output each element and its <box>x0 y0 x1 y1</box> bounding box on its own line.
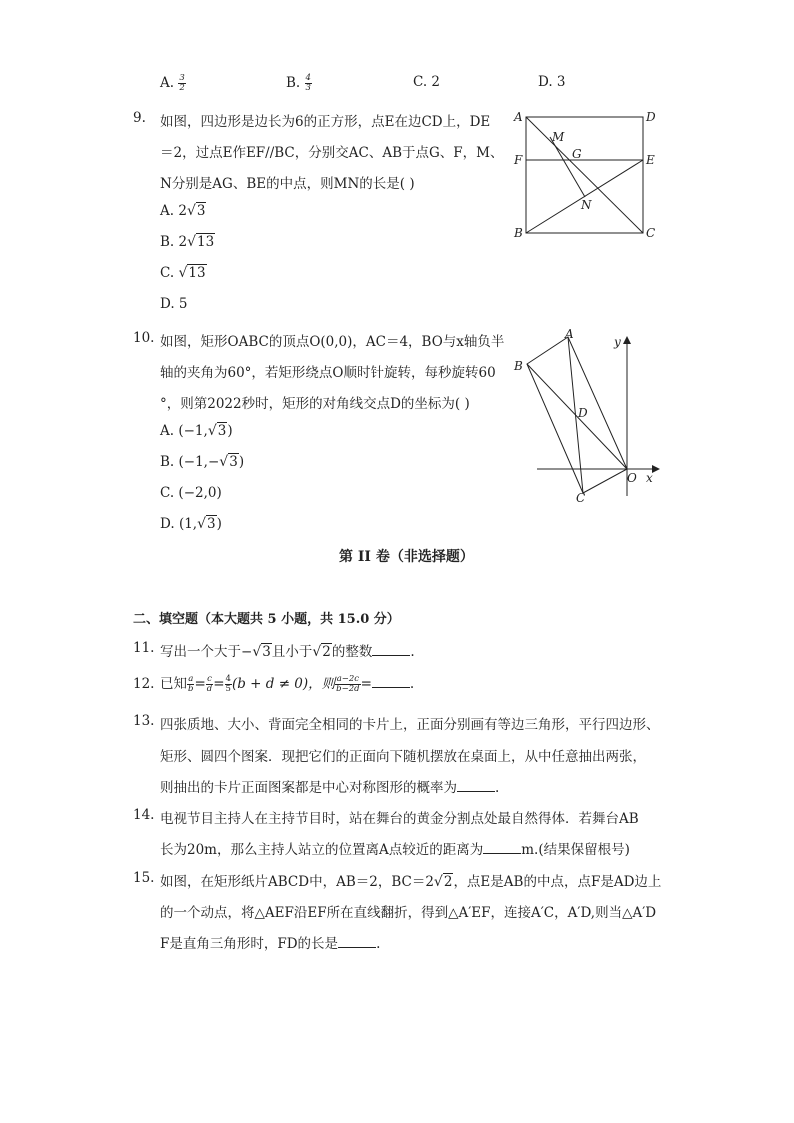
q8-option-b: B. $\frac{4}{3}$ <box>286 73 311 93</box>
q8-a-fraction: $\frac{3}{2}$ <box>179 73 185 93</box>
section-title: 第 II 卷（非选择题） <box>339 549 474 565</box>
q14-line1: 电视节目主持人在主持节目时，站在舞台的黄金分割点处最自然得体．若舞台AB <box>160 811 639 827</box>
q13-line2: 矩形、圆四个图案．现把它们的正面向下随机摆放在桌面上，从中任意抽出两张， <box>160 749 646 765</box>
q9-square-figure <box>510 105 660 240</box>
q11-text: 写出一个大于−√3且小于√2的整数 . <box>160 644 415 660</box>
q9-label-b: B <box>514 226 523 240</box>
q13-line1: 四张质地、大小、背面完全相同的卡片上，正面分别画有等边三角形，平行四边形、 <box>160 717 660 733</box>
q10-diagonal-bo <box>527 364 627 469</box>
q12-answer-blank[interactable] <box>372 675 410 688</box>
q12-number: 12. <box>133 676 155 692</box>
q10-label-b: B <box>514 359 523 373</box>
q10-label-d: D <box>578 406 588 420</box>
q10-line2: 轴的夹角为60°，若矩形绕点O顺时针旋转，每秒旋转60 <box>160 365 496 381</box>
q9-diagonal-ac <box>526 117 643 233</box>
q15-number: 15. <box>133 870 155 886</box>
q9-line3: N分别是AG、BE的中点，则MN的长是( ) <box>160 176 415 192</box>
q9-option-b: B. 2√13 <box>160 234 215 250</box>
q9-label-c: C <box>646 226 656 240</box>
q9-option-d: D. 5 <box>160 296 188 312</box>
q10-label-y: y <box>614 335 621 349</box>
q15-line2: 的一个动点，将△AEF沿EF所在直线翻折，得到△A′EF，连接A′C，A′D,则当△A′D <box>160 905 657 921</box>
q10-label-a: A <box>565 328 574 341</box>
q9-option-c: C. √13 <box>160 265 206 281</box>
q9-label-n: N <box>581 198 592 212</box>
q9-label-f: F <box>514 153 523 167</box>
q10-label-x: x <box>646 471 653 485</box>
q14-line2: 长为20m，那么主持人站立的位置离A点较近的距离为 m.(结果保留根号) <box>160 842 630 858</box>
q9-label-a: A <box>514 110 523 124</box>
q10-line3: °，则第2022秒时，矩形的对角线交点D的坐标为( ) <box>160 396 470 412</box>
q9-label-e: E <box>646 153 655 167</box>
q11-number: 11. <box>133 640 155 656</box>
q8-option-a: A. $\frac{3}{2}$ <box>160 73 185 93</box>
q14-answer-blank[interactable] <box>483 841 521 854</box>
q8-b-fraction: $\frac{4}{3}$ <box>305 73 311 93</box>
q10-number: 10. <box>133 330 155 346</box>
q9-option-a: A. 2√3 <box>160 203 206 219</box>
q10-rectangle-oabc <box>527 337 627 493</box>
q9-line2: ＝2，过点E作EF//BC，分别交AC、AB于点G、F，M、 <box>160 145 504 161</box>
q13-answer-blank[interactable] <box>457 779 495 792</box>
q9-number: 9. <box>133 110 146 126</box>
q14-number: 14. <box>133 807 155 823</box>
q11-answer-blank[interactable] <box>372 643 410 656</box>
q9-line1: 如图，四边形是边长为6的正方形，点E在边CD上，DE <box>160 114 491 130</box>
part2-heading: 二、填空题（本大题共 5 小题，共 15.0 分） <box>133 612 400 627</box>
q9-label-m: M <box>552 130 565 144</box>
q10-option-c: C. (−2,0) <box>160 485 222 501</box>
q10-rectangle-figure <box>510 328 665 508</box>
q12-text: 已知 $\frac{a}{b}$ = $\frac{c}{d}$ = $\frac{4}{5}$ (b + d ≠ 0)，则 $\frac{a-2c}{b-2d}$ = . <box>160 674 415 694</box>
q10-option-d: D. (1,√3) <box>160 516 222 532</box>
q10-label-c: C <box>576 491 586 505</box>
q10-label-o: O <box>627 471 637 485</box>
q9-segment-mn <box>550 137 585 197</box>
q8-option-d: D. 3 <box>538 74 566 90</box>
q15-line3: F是直角三角形时，FD的长是 . <box>160 936 381 952</box>
q15-line1: 如图，在矩形纸片ABCD中，AB＝2，BC＝2√2，点E是AB的中点，点F是AD边上 <box>160 874 662 890</box>
q10-line1: 如图，矩形OABC的顶点O(0,0)，AC＝4，BO与x轴负半 <box>160 334 505 350</box>
q13-number: 13. <box>133 713 155 729</box>
q10-option-a: A. (−1,√3) <box>160 423 233 439</box>
q9-label-g: G <box>572 147 582 161</box>
q13-line3: 则抽出的卡片正面图案都是中心对称图形的概率为 . <box>160 780 500 796</box>
q9-label-d: D <box>646 110 656 124</box>
q10-option-b: B. (−1,−√3) <box>160 454 245 470</box>
q8-option-c: C. 2 <box>413 74 441 90</box>
q15-answer-blank[interactable] <box>338 935 376 948</box>
